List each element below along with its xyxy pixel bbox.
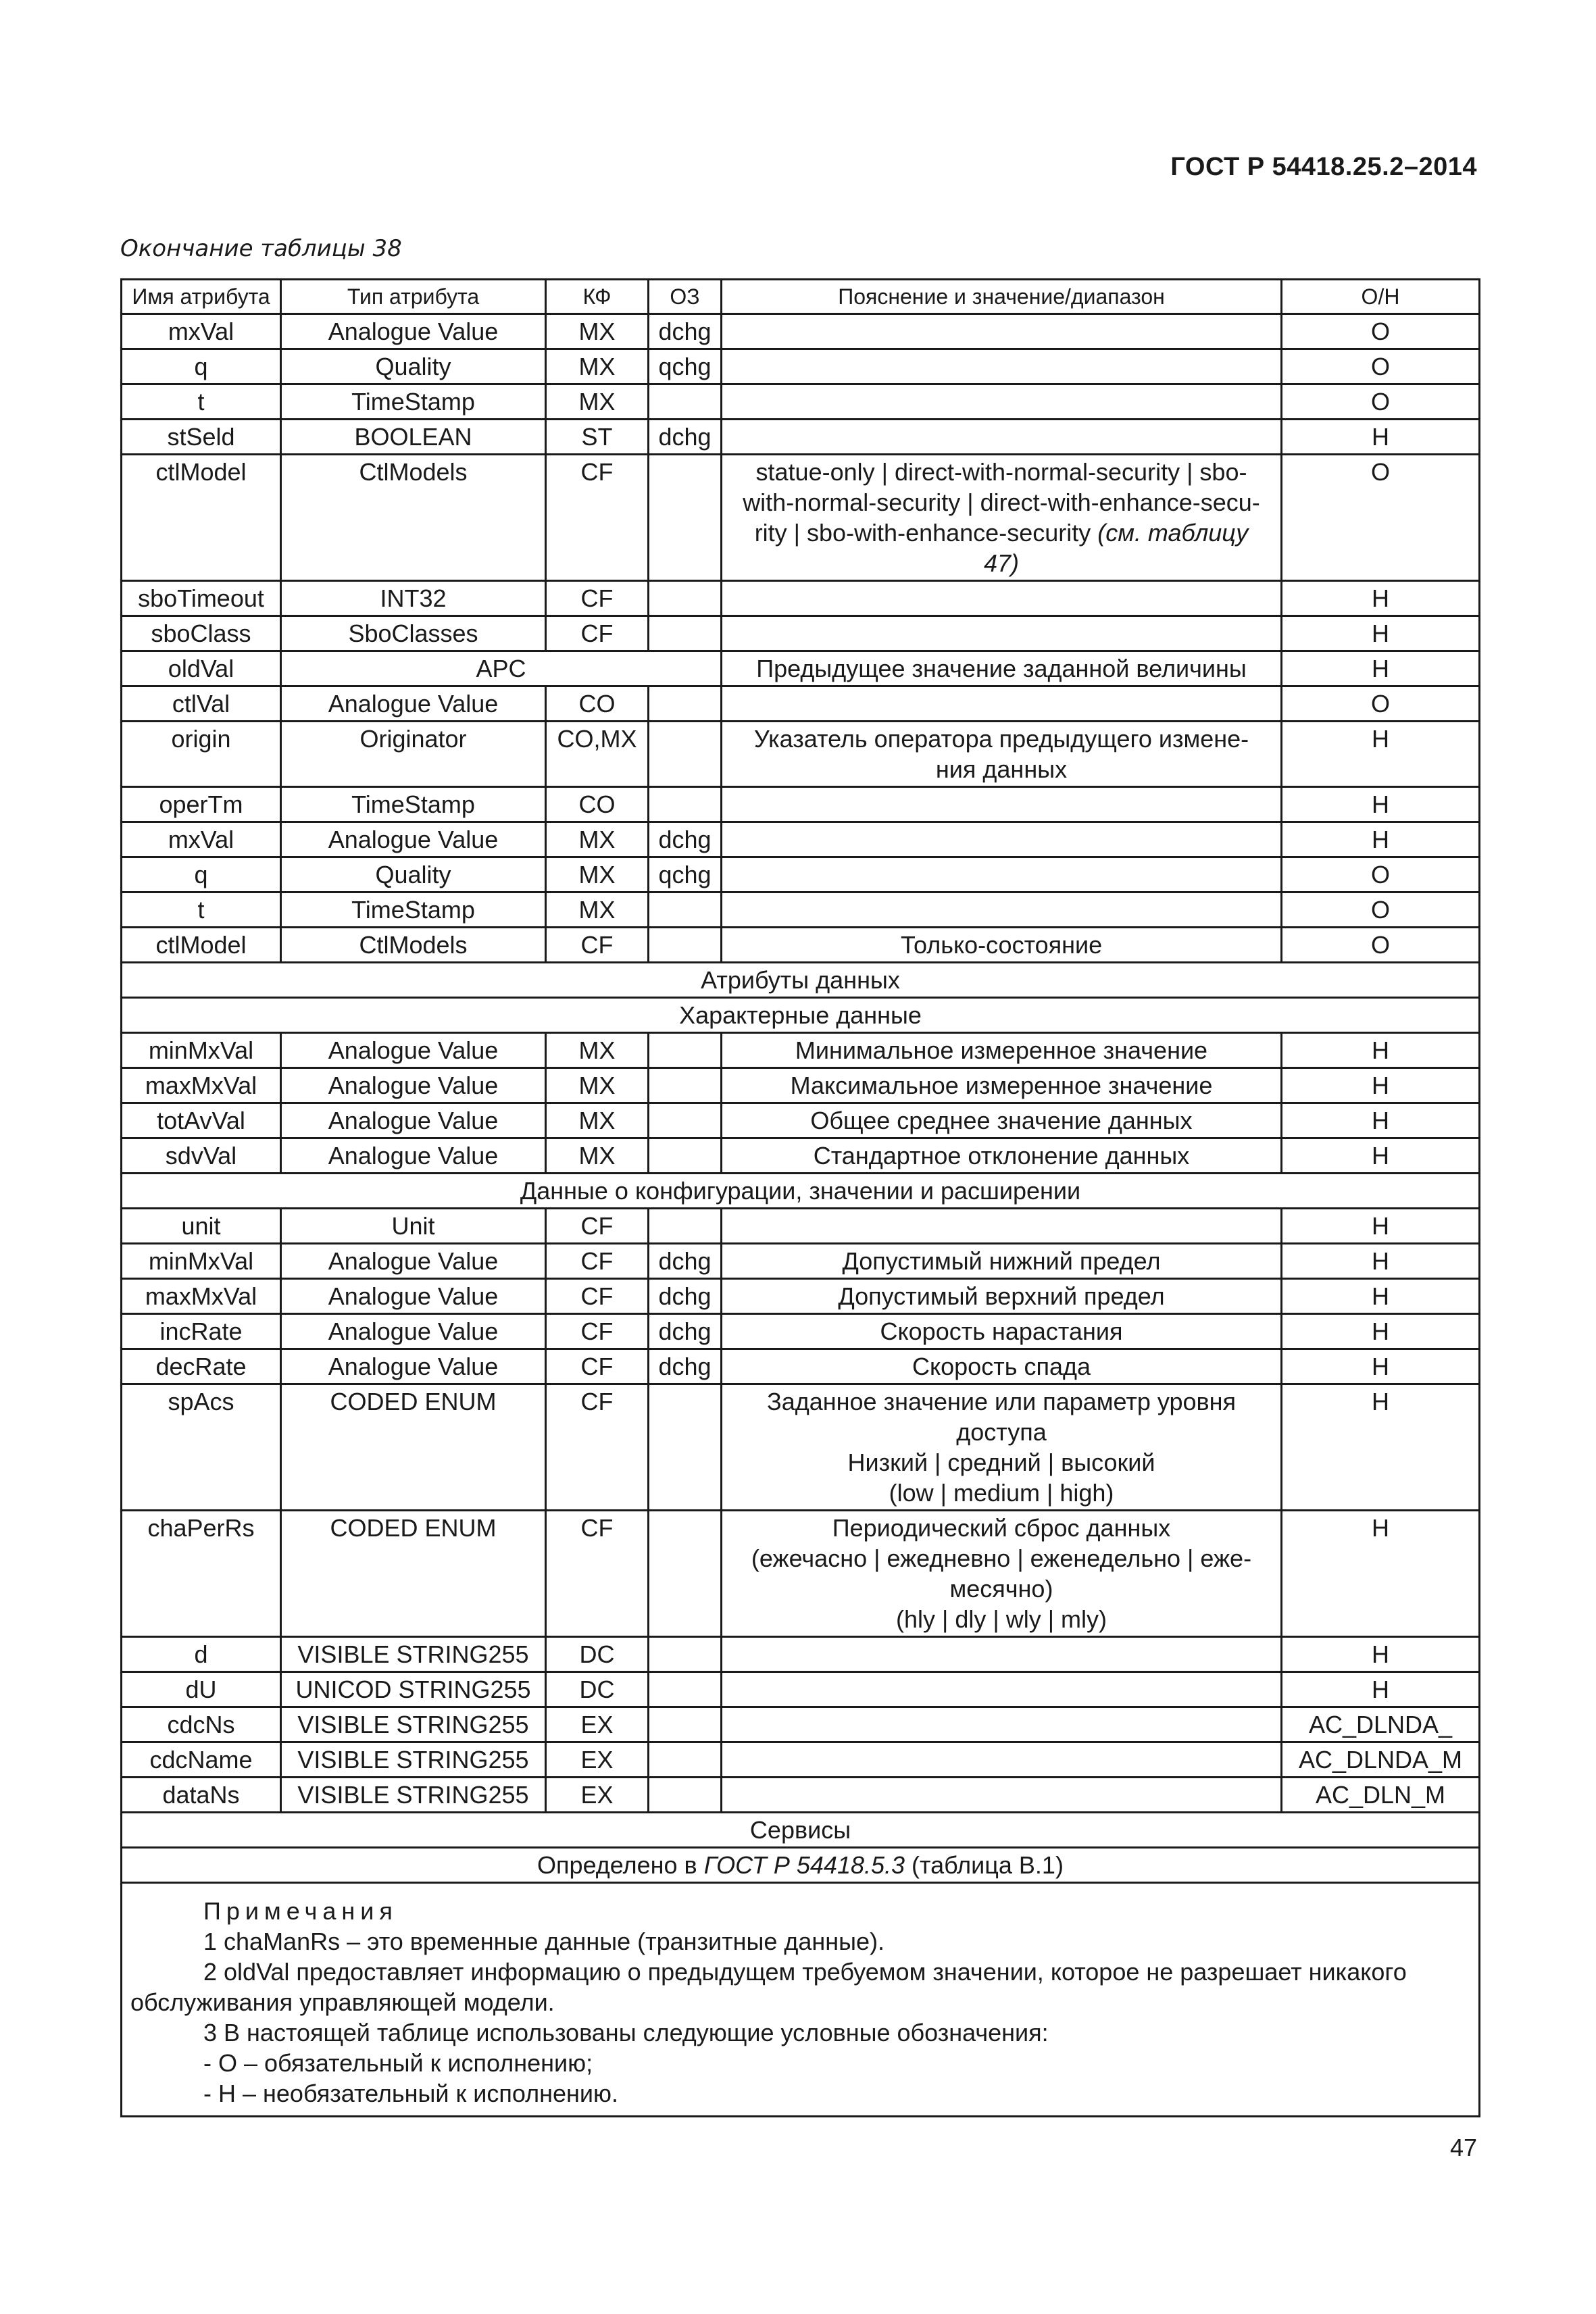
attr-trg [649, 616, 722, 651]
attr-type: VISIBLE STRING255 [281, 1707, 546, 1742]
attr-fc: DC [546, 1637, 649, 1672]
attr-type: Quality [281, 349, 546, 384]
attr-trg [649, 686, 722, 722]
attr-type: Analogue Value [281, 1068, 546, 1103]
table-row [122, 1742, 1480, 1778]
attr-desc: Допустимый верхний предел [722, 1279, 1282, 1314]
attr-fc: MX [546, 1033, 649, 1068]
column-header: Пояснение и значение/диапазон [722, 280, 1282, 314]
notes-block [122, 1883, 1480, 2117]
attr-fc: EX [546, 1778, 649, 1813]
attr-mo: Н [1282, 1314, 1480, 1349]
attr-type: CtlModels [281, 928, 546, 963]
attr-fc: MX [546, 1103, 649, 1138]
attr-mo: Н [1282, 616, 1480, 651]
attr-desc [722, 857, 1282, 892]
attr-fc: CF [546, 616, 649, 651]
attr-name: ctlVal [122, 686, 281, 722]
attr-trg: dchg [649, 1349, 722, 1384]
table-row [122, 1672, 1480, 1707]
attr-desc [722, 892, 1282, 928]
attr-desc [722, 1209, 1282, 1244]
attr-mo: Н [1282, 787, 1480, 822]
table-header-row [122, 280, 1480, 314]
attr-name: origin [122, 722, 281, 787]
attr-mo: Н [1282, 651, 1480, 686]
attr-mo: О [1282, 349, 1480, 384]
desc-line: (hly | dly | wly | mly) [895, 1605, 1107, 1633]
attr-fc: CF [546, 1511, 649, 1637]
desc-line: Указатель оператора предыдущего измене- [753, 725, 1249, 753]
section-row [122, 998, 1480, 1033]
attr-type: Quality [281, 857, 546, 892]
table-row [122, 581, 1480, 616]
attr-name: decRate [122, 1349, 281, 1384]
table-reference: 47) [983, 549, 1020, 577]
attr-fc: CO [546, 787, 649, 822]
notes-title: Примечания [203, 1897, 398, 1925]
attr-type: SboClasses [281, 616, 546, 651]
attr-mo: О [1282, 928, 1480, 963]
attr-type: UNICOD STRING255 [281, 1672, 546, 1707]
attr-trg: dchg [649, 1314, 722, 1349]
attr-desc [722, 1672, 1282, 1707]
attr-type: APC [281, 651, 722, 686]
attr-trg [649, 1637, 722, 1672]
attr-desc [722, 1778, 1282, 1813]
attr-name: q [122, 857, 281, 892]
attr-mo: О [1282, 892, 1480, 928]
column-header: ОЗ [649, 280, 722, 314]
attr-trg [649, 1384, 722, 1511]
attr-desc [722, 1707, 1282, 1742]
attr-name: t [122, 892, 281, 928]
attr-mo: AC_DLN_M [1282, 1778, 1480, 1813]
attr-fc: CF [546, 1384, 649, 1511]
table-row [122, 1349, 1480, 1384]
attr-desc: Общее среднее значение данных [722, 1103, 1282, 1138]
attr-desc [722, 384, 1282, 420]
table-row [122, 616, 1480, 651]
attr-name: t [122, 384, 281, 420]
notes-row [122, 1883, 1480, 2117]
table-row [122, 1138, 1480, 1174]
table-row [122, 1068, 1480, 1103]
table-row [122, 787, 1480, 822]
services-suffix: (таблица В.1) [905, 1851, 1064, 1879]
attr-trg [649, 1742, 722, 1778]
attr-fc: MX [546, 1068, 649, 1103]
table-row [122, 722, 1480, 787]
attr-desc [722, 616, 1282, 651]
column-header: О/Н [1282, 280, 1480, 314]
standard-reference: ГОСТ Р 54418.5.3 [703, 1851, 905, 1879]
attr-fc: CF [546, 581, 649, 616]
attr-trg [649, 1138, 722, 1174]
desc-line: месячно) [949, 1575, 1053, 1603]
attr-name: cdcNs [122, 1707, 281, 1742]
attr-type: CODED ENUM [281, 1384, 546, 1511]
attr-fc: CF [546, 1209, 649, 1244]
attr-fc: CF [546, 1279, 649, 1314]
attr-fc: CO,MX [546, 722, 649, 787]
table-row [122, 651, 1480, 686]
desc-line: доступа [956, 1418, 1047, 1446]
attr-fc: ST [546, 420, 649, 455]
attr-type: VISIBLE STRING255 [281, 1742, 546, 1778]
attr-fc: MX [546, 349, 649, 384]
attr-trg: dchg [649, 1244, 722, 1279]
attr-fc: DC [546, 1672, 649, 1707]
attr-type: Analogue Value [281, 1103, 546, 1138]
attr-type: CtlModels [281, 455, 546, 581]
table-row [122, 1707, 1480, 1742]
table-row [122, 928, 1480, 963]
attr-mo: Н [1282, 1637, 1480, 1672]
attr-fc: CF [546, 928, 649, 963]
attr-trg [649, 1209, 722, 1244]
table-row [122, 349, 1480, 384]
attr-name: minMxVal [122, 1033, 281, 1068]
attr-type: Analogue Value [281, 1349, 546, 1384]
table-row [122, 1314, 1480, 1349]
attr-desc [722, 822, 1282, 857]
attr-fc: CO [546, 686, 649, 722]
attr-desc [722, 787, 1282, 822]
attr-type: TimeStamp [281, 384, 546, 420]
attr-name: ctlModel [122, 928, 281, 963]
attr-desc: Минимальное измеренное значение [722, 1033, 1282, 1068]
attributes-table [120, 278, 1480, 2117]
attr-desc [722, 1384, 1282, 1511]
table-row [122, 857, 1480, 892]
attr-name: operTm [122, 787, 281, 822]
table-row [122, 1103, 1480, 1138]
attr-desc: Только-состояние [722, 928, 1282, 963]
attr-fc: CF [546, 455, 649, 581]
attr-mo: Н [1282, 1244, 1480, 1279]
attr-type: VISIBLE STRING255 [281, 1637, 546, 1672]
attr-mo: Н [1282, 1349, 1480, 1384]
section-characteristic: Характерные данные [122, 998, 1480, 1033]
attr-trg: dchg [649, 420, 722, 455]
attr-name: stSeld [122, 420, 281, 455]
table-row [122, 1033, 1480, 1068]
attr-type: Analogue Value [281, 1033, 546, 1068]
table-row [122, 420, 1480, 455]
table-row [122, 1244, 1480, 1279]
attr-name: chaPerRs [122, 1511, 281, 1637]
attr-trg [649, 1068, 722, 1103]
section-data-attributes: Атрибуты данных [122, 963, 1480, 998]
attr-mo: Н [1282, 1672, 1480, 1707]
attr-name: minMxVal [122, 1244, 281, 1279]
attr-fc: MX [546, 1138, 649, 1174]
desc-line: statue-only | direct-with-normal-security | sbo- [755, 458, 1247, 486]
attr-trg [649, 1672, 722, 1707]
section-config: Данные о конфигурации, значении и расширении [122, 1174, 1480, 1209]
attr-desc [722, 581, 1282, 616]
attr-type: INT32 [281, 581, 546, 616]
attr-name: sboTimeout [122, 581, 281, 616]
attr-name: q [122, 349, 281, 384]
attr-trg [649, 1033, 722, 1068]
attr-trg [649, 787, 722, 822]
attr-name: ctlModel [122, 455, 281, 581]
table-row [122, 892, 1480, 928]
attr-desc [722, 1742, 1282, 1778]
attr-desc: Скорость нарастания [722, 1314, 1282, 1349]
attr-mo: Н [1282, 822, 1480, 857]
section-row [122, 963, 1480, 998]
attr-mo: AC_DLNDA_ [1282, 1707, 1480, 1742]
attr-fc: CF [546, 1314, 649, 1349]
attr-type: Analogue Value [281, 1244, 546, 1279]
note-2: 2 oldVal предоставляет информацию о предыдущем требуемом значении, которое не разрешает никакого [203, 1958, 1407, 1986]
attr-fc: EX [546, 1707, 649, 1742]
table-row [122, 1511, 1480, 1637]
note-3: 3 В настоящей таблице использованы следующие условные обозначения: [203, 2019, 1049, 2046]
desc-line: Низкий | средний | высокий [847, 1449, 1155, 1476]
attr-name: totAvVal [122, 1103, 281, 1138]
column-header: Тип атрибута [281, 280, 546, 314]
attr-trg: qchg [649, 857, 722, 892]
attr-desc: Предыдущее значение заданной величины [722, 651, 1282, 686]
attr-fc: MX [546, 892, 649, 928]
table-row [122, 384, 1480, 420]
attr-type: Analogue Value [281, 1279, 546, 1314]
table-row [122, 314, 1480, 349]
attr-type: Analogue Value [281, 686, 546, 722]
attr-trg [649, 455, 722, 581]
attr-name: sboClass [122, 616, 281, 651]
section-services: Сервисы [122, 1813, 1480, 1848]
table-caption: Окончание таблицы 38 [120, 235, 402, 262]
attr-mo: Н [1282, 581, 1480, 616]
attr-trg: dchg [649, 1279, 722, 1314]
attr-mo: Н [1282, 1511, 1480, 1637]
attr-type: Originator [281, 722, 546, 787]
attr-type: Analogue Value [281, 822, 546, 857]
attr-name: dataNs [122, 1778, 281, 1813]
attr-desc: Максимальное измеренное значение [722, 1068, 1282, 1103]
attr-mo: Н [1282, 1209, 1480, 1244]
attr-trg [649, 1511, 722, 1637]
attr-name: unit [122, 1209, 281, 1244]
attr-name: spAcs [122, 1384, 281, 1511]
attr-mo: Н [1282, 1068, 1480, 1103]
desc-text: rity | sbo-with-enhance-security [754, 519, 1098, 547]
attr-type: Unit [281, 1209, 546, 1244]
attr-mo: AC_DLNDA_M [1282, 1742, 1480, 1778]
document-code: ГОСТ Р 54418.25.2–2014 [1170, 153, 1477, 181]
attr-trg [649, 1103, 722, 1138]
attr-fc: MX [546, 384, 649, 420]
attr-desc [722, 722, 1282, 787]
table-row [122, 1637, 1480, 1672]
column-header: Имя атрибута [122, 280, 281, 314]
attr-desc: Стандартное отклонение данных [722, 1138, 1282, 1174]
section-row [122, 1848, 1480, 1883]
attr-name: oldVal [122, 651, 281, 686]
desc-line: ния данных [935, 755, 1068, 783]
attr-mo: О [1282, 384, 1480, 420]
attr-fc: MX [546, 857, 649, 892]
attr-desc [722, 314, 1282, 349]
attr-mo: О [1282, 314, 1480, 349]
attr-desc [722, 420, 1282, 455]
desc-line [726, 518, 1276, 548]
attr-trg [649, 384, 722, 420]
attr-type: BOOLEAN [281, 420, 546, 455]
section-row [122, 1813, 1480, 1848]
table-row [122, 455, 1480, 581]
note-1: 1 chaManRs – это временные данные (транзитные данные). [203, 1928, 885, 1955]
attributes-table-wrapper [120, 278, 1478, 2117]
attr-type: Analogue Value [281, 1314, 546, 1349]
attr-type: CODED ENUM [281, 1511, 546, 1637]
attr-fc: CF [546, 1244, 649, 1279]
table-row [122, 1279, 1480, 1314]
section-row [122, 1174, 1480, 1209]
attr-trg [649, 722, 722, 787]
attr-name: cdcName [122, 1742, 281, 1778]
desc-line: (ежечасно | ежедневно | еженедельно | еже- [751, 1544, 1252, 1572]
attr-trg: dchg [649, 822, 722, 857]
attr-type: VISIBLE STRING255 [281, 1778, 546, 1813]
attr-trg [649, 581, 722, 616]
attr-type: TimeStamp [281, 892, 546, 928]
table-row [122, 1209, 1480, 1244]
attr-mo: Н [1282, 1033, 1480, 1068]
attr-mo: О [1282, 455, 1480, 581]
attr-name: d [122, 1637, 281, 1672]
attr-fc: EX [546, 1742, 649, 1778]
attr-trg [649, 928, 722, 963]
table-row [122, 1384, 1480, 1511]
attr-type: TimeStamp [281, 787, 546, 822]
attr-fc: CF [546, 1349, 649, 1384]
attr-trg [649, 892, 722, 928]
attr-type: Analogue Value [281, 314, 546, 349]
attr-mo: Н [1282, 1279, 1480, 1314]
table-row [122, 822, 1480, 857]
attr-name: dU [122, 1672, 281, 1707]
attr-name: mxVal [122, 314, 281, 349]
desc-line: Заданное значение или параметр уровня [766, 1388, 1237, 1415]
note-3-optional: - Н – необязательный к исполнению. [203, 2080, 619, 2107]
attr-name: sdvVal [122, 1138, 281, 1174]
note-3-mandatory: - О – обязательный к исполнению; [203, 2049, 593, 2077]
attr-mo: О [1282, 686, 1480, 722]
table-row [122, 1778, 1480, 1813]
attr-desc [722, 349, 1282, 384]
attr-name: maxMxVal [122, 1279, 281, 1314]
desc-line: with-normal-security | direct-with-enhance-secu- [743, 488, 1260, 516]
services-definition [122, 1848, 1480, 1883]
attr-trg: dchg [649, 314, 722, 349]
attr-name: incRate [122, 1314, 281, 1349]
page-number: 47 [1449, 2134, 1477, 2161]
attr-name: maxMxVal [122, 1068, 281, 1103]
table-reference: (см. таблицу [1097, 519, 1249, 547]
attr-mo: Н [1282, 1384, 1480, 1511]
services-prefix: Определено в [537, 1851, 704, 1879]
attr-mo: Н [1282, 420, 1480, 455]
attr-desc: Скорость спада [722, 1349, 1282, 1384]
attr-fc: MX [546, 314, 649, 349]
attr-desc [722, 1511, 1282, 1637]
attr-desc [722, 1637, 1282, 1672]
attr-type: Analogue Value [281, 1138, 546, 1174]
attr-mo: Н [1282, 1138, 1480, 1174]
desc-line: Периодический сброс данных [832, 1514, 1171, 1542]
attr-fc: MX [546, 822, 649, 857]
column-header: КФ [546, 280, 649, 314]
attr-mo: Н [1282, 722, 1480, 787]
note-2-continued: обслуживания управляющей модели. [130, 1988, 555, 2016]
desc-line: (low | medium | high) [889, 1479, 1114, 1507]
attr-trg [649, 1778, 722, 1813]
attr-desc: Допустимый нижний предел [722, 1244, 1282, 1279]
attr-mo: О [1282, 857, 1480, 892]
table-row [122, 686, 1480, 722]
attr-trg: qchg [649, 349, 722, 384]
attr-name: mxVal [122, 822, 281, 857]
attr-desc [722, 455, 1282, 581]
attr-trg [649, 1707, 722, 1742]
attr-mo: Н [1282, 1103, 1480, 1138]
attr-desc [722, 686, 1282, 722]
desc-line [726, 548, 1276, 578]
